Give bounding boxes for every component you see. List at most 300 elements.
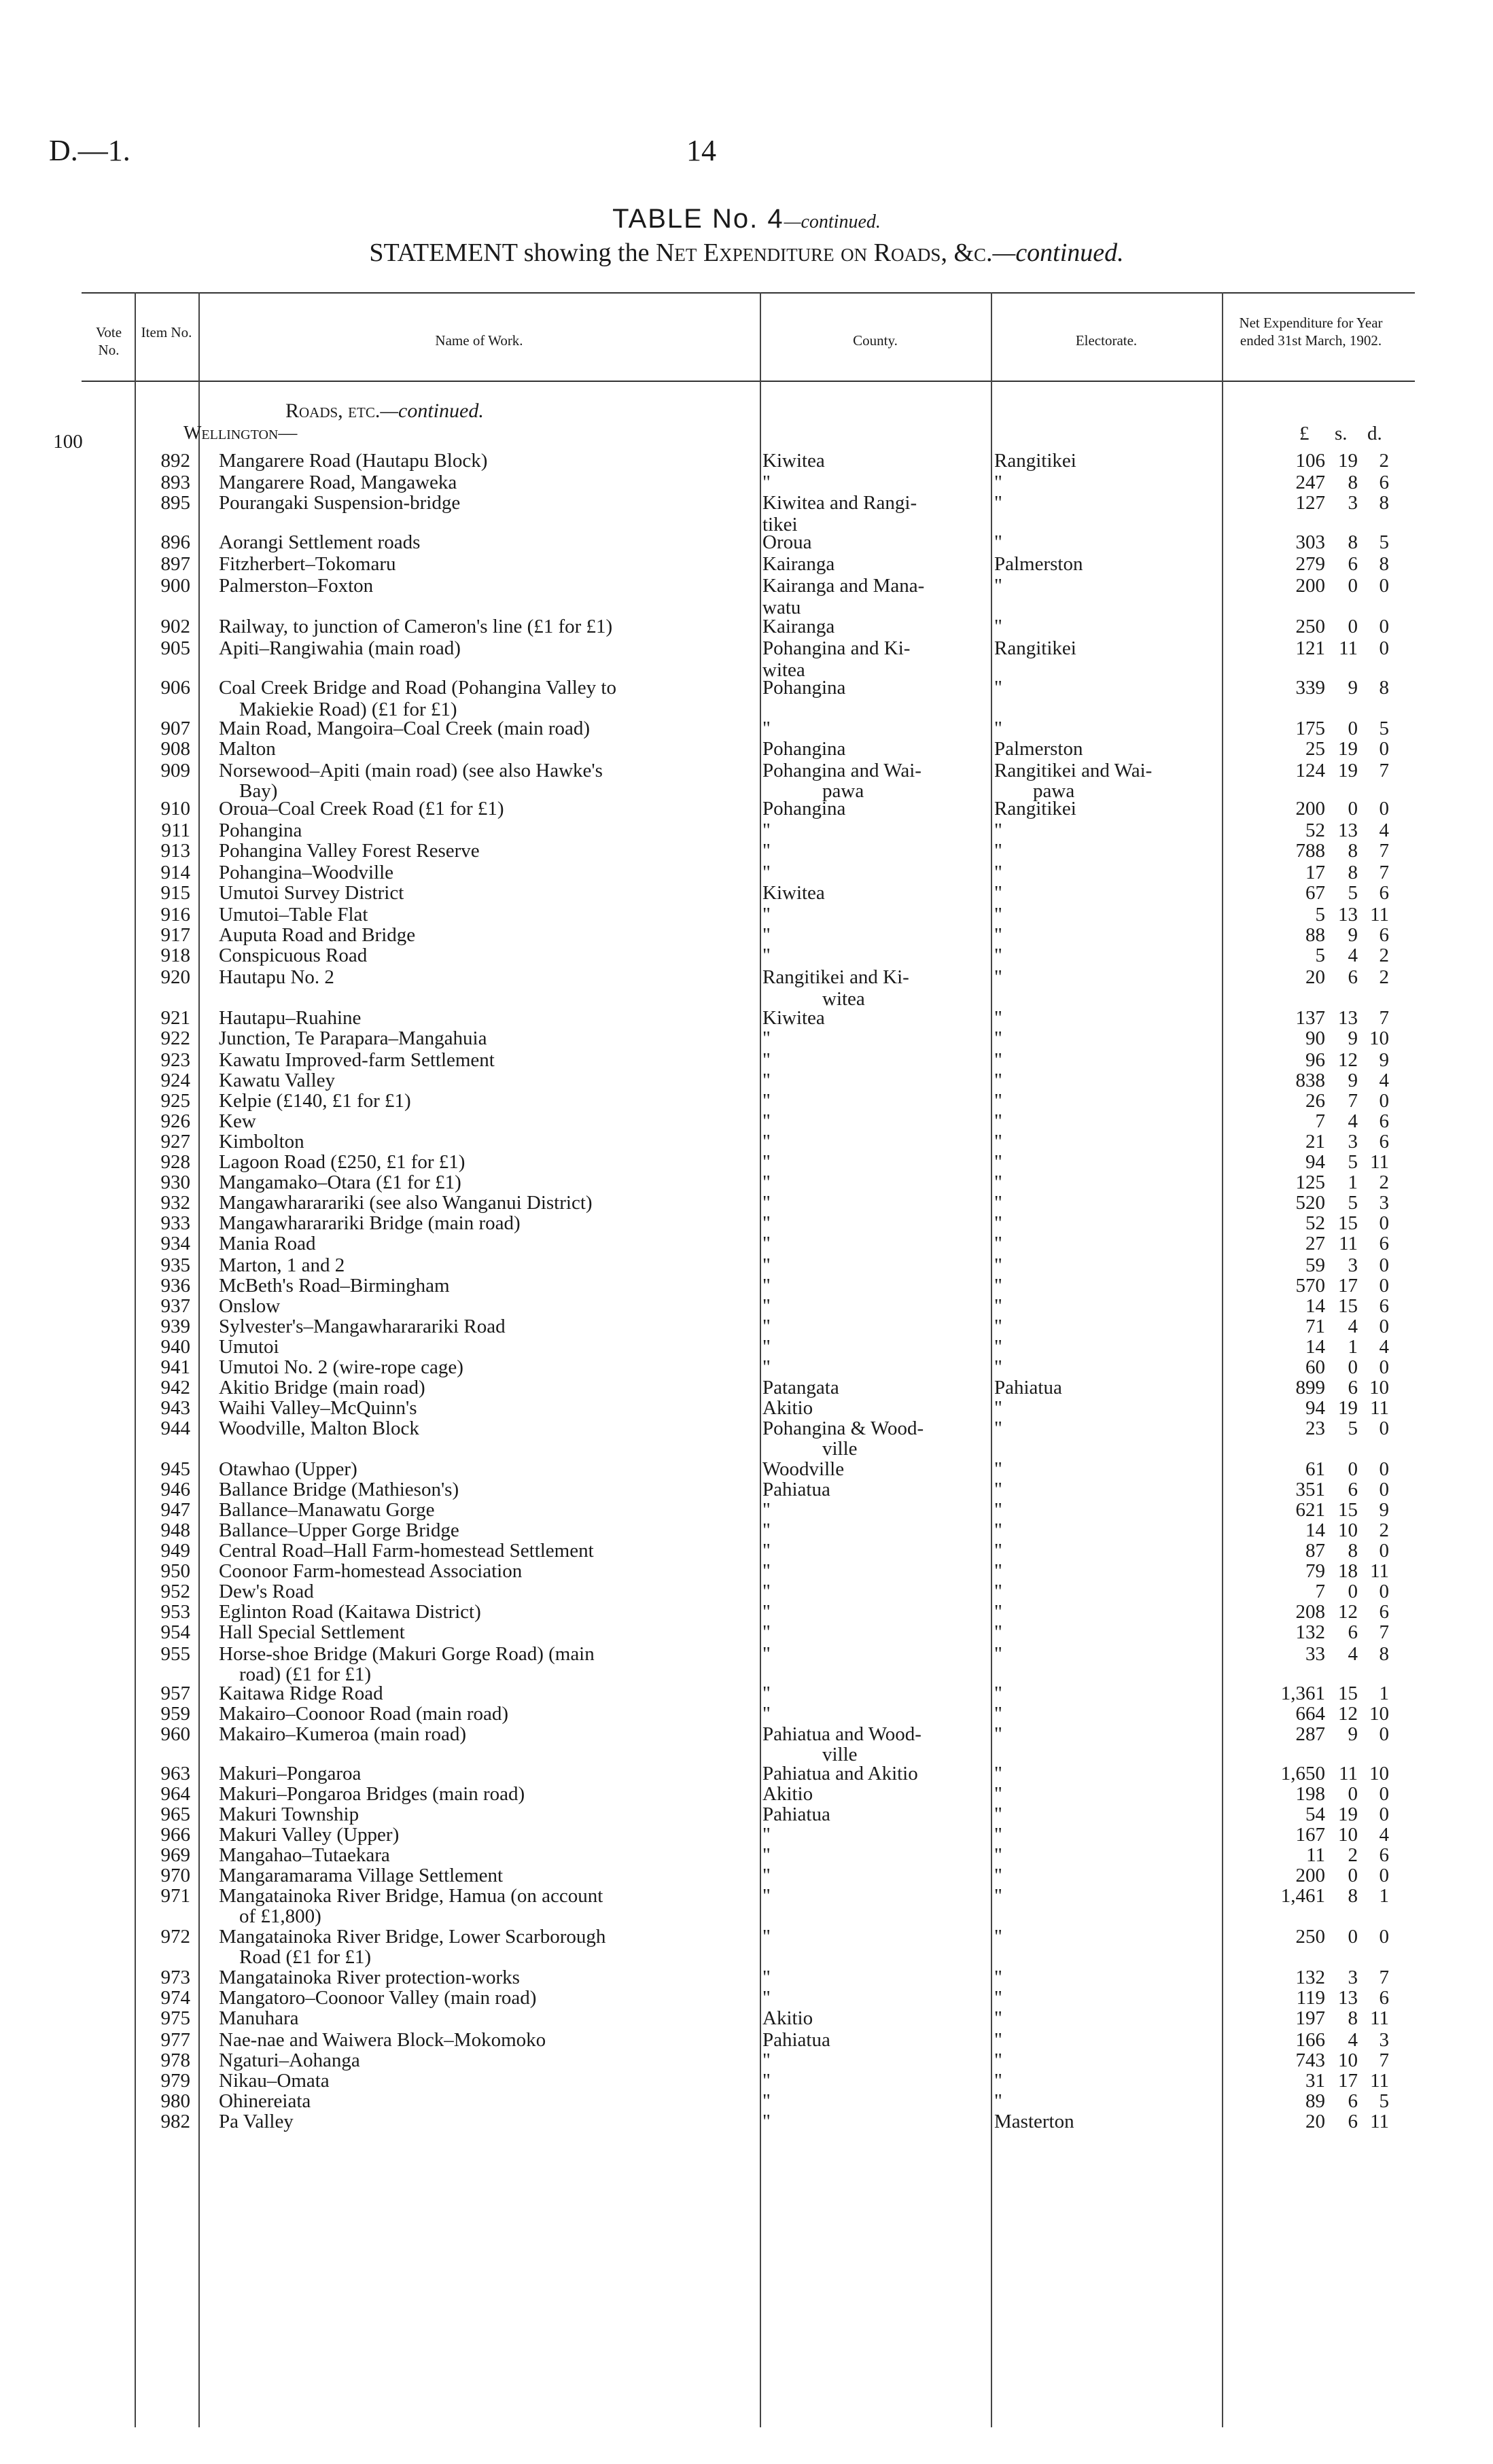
cell-item: 927	[160, 1131, 190, 1152]
cell-pence: 10	[1369, 1763, 1389, 1784]
cell-electorate: "	[994, 1560, 1002, 1582]
pence-head: d.	[1367, 423, 1382, 444]
cell-name: Makairo–Kumeroa (main road)	[219, 1723, 466, 1745]
subsection-wellington: Wellington—	[183, 423, 298, 444]
cell-electorate: Palmerston	[994, 553, 1083, 575]
cell-item: 955	[160, 1643, 190, 1665]
cell-item: 969	[160, 1844, 190, 1866]
cell-name: Hautapu–Ruahine	[219, 1007, 362, 1029]
statement-caps: Net Expenditure on Roads, &c.	[655, 239, 993, 267]
cell-pence: 0	[1379, 575, 1389, 597]
cell-name: Mangahao–Tutaekara	[219, 1844, 390, 1866]
table-row	[0, 1499, 1493, 1521]
cell-shillings: 13	[1338, 820, 1358, 841]
cell-electorate: "	[994, 472, 1002, 493]
cell-electorate: "	[994, 924, 1002, 946]
cell-shillings: 8	[1348, 2007, 1358, 2029]
cell-shillings: 9	[1348, 1070, 1358, 1091]
cell-shillings: 15	[1338, 1212, 1358, 1234]
cell-pounds: 197	[1295, 2007, 1325, 2029]
table-row	[0, 2007, 1493, 2030]
cell-pence: 7	[1379, 760, 1389, 781]
table-row	[0, 1803, 1493, 1826]
cell-county: "	[762, 1090, 771, 1112]
table-row	[0, 1172, 1493, 1194]
cell-electorate: Pahiatua	[994, 1377, 1062, 1398]
table-row	[0, 1723, 1493, 1746]
cell-name: Mangatainoka River Bridge, Lower Scarborough	[219, 1926, 606, 1948]
cell-shillings: 4	[1348, 1110, 1358, 1132]
table-title-suffix: —continued.	[784, 211, 881, 232]
cell-item: 979	[160, 2070, 190, 2092]
cell-pounds: 90	[1305, 1027, 1325, 1049]
cell-shillings: 0	[1348, 1458, 1358, 1480]
cell-name: Fitzherbert–Tokomaru	[219, 553, 396, 575]
cell-shillings: 3	[1348, 492, 1358, 514]
cell-pence: 11	[1370, 1397, 1389, 1419]
cell-name: McBeth's Road–Birmingham	[219, 1275, 450, 1297]
cell-name: Mania Road	[219, 1233, 316, 1254]
cell-electorate: "	[994, 1254, 1002, 1276]
cell-name: Railway, to junction of Cameron's line (£1 for £1)	[219, 616, 613, 637]
cell-pence: 6	[1379, 1110, 1389, 1132]
cell-pence: 0	[1379, 1865, 1389, 1886]
cell-shillings: 9	[1348, 1027, 1358, 1049]
cell-county: "	[762, 1643, 771, 1665]
cell-shillings: 8	[1348, 1885, 1358, 1907]
cell-pounds: 899	[1295, 1377, 1325, 1398]
cell-name: Umutoi–Table Flat	[219, 904, 368, 926]
cell-name: Mangawhararariki Bridge (main road)	[219, 1212, 521, 1234]
table-row	[0, 2111, 1493, 2133]
cell-shillings: 0	[1348, 1783, 1358, 1805]
cell-item: 913	[160, 840, 190, 862]
cell-name: Kew	[219, 1110, 256, 1132]
cell-item: 918	[160, 945, 190, 966]
cell-county: "	[762, 1621, 771, 1643]
cell-name: Palmerston–Foxton	[219, 575, 374, 597]
cell-electorate: "	[994, 1070, 1002, 1091]
cell-shillings: 8	[1348, 840, 1358, 862]
table-title	[0, 204, 1493, 234]
cell-item: 911	[161, 820, 190, 841]
cell-shillings: 9	[1348, 1723, 1358, 1745]
cell-item: 944	[160, 1418, 190, 1439]
cell-name: Kaitawa Ridge Road	[219, 1683, 383, 1704]
cell-item: 966	[160, 1824, 190, 1846]
cell-name: Umutoi Survey District	[219, 882, 404, 904]
cell-item: 939	[160, 1316, 190, 1337]
continuation-text: Makiekie Road) (£1 for £1)	[239, 699, 457, 720]
cell-electorate: "	[994, 718, 1002, 739]
table-row	[0, 677, 1493, 699]
cell-shillings: 1	[1348, 1172, 1358, 1193]
cell-county: "	[762, 1275, 771, 1297]
cell-electorate: "	[994, 2029, 1002, 2051]
cell-electorate: "	[994, 1499, 1002, 1521]
cell-county: "	[762, 1212, 771, 1234]
cell-electorate: "	[994, 966, 1002, 988]
table-row	[0, 882, 1493, 904]
cell-county: Pahiatua	[762, 1803, 830, 1825]
cell-electorate: "	[994, 2090, 1002, 2112]
cell-name: Nae-nae and Waiwera Block–Mokomoko	[219, 2029, 546, 2051]
cell-pounds: 89	[1305, 2090, 1325, 2112]
cell-item: 965	[160, 1803, 190, 1825]
cell-county: "	[762, 1683, 771, 1704]
cell-item: 896	[160, 531, 190, 553]
table-row	[0, 1824, 1493, 1846]
cell-pounds: 198	[1295, 1783, 1325, 1805]
cell-item: 982	[160, 2111, 190, 2132]
cell-shillings: 10	[1338, 1824, 1358, 1846]
cell-electorate: "	[994, 1703, 1002, 1725]
cell-electorate: "	[994, 1336, 1002, 1358]
table-row	[0, 450, 1493, 472]
cell-item: 943	[160, 1397, 190, 1419]
cell-pounds: 7	[1315, 1581, 1325, 1602]
cell-shillings: 11	[1339, 637, 1358, 659]
cell-name: Ngaturi–Aohanga	[219, 2049, 360, 2071]
cell-name: Auputa Road and Bridge	[219, 924, 416, 946]
cell-pounds: 14	[1305, 1519, 1325, 1541]
cell-pounds: 1,361	[1280, 1683, 1325, 1704]
cell-county: Pohangina & Wood-	[762, 1418, 924, 1439]
cell-pounds: 351	[1295, 1479, 1325, 1500]
cell-pounds: 132	[1295, 1967, 1325, 1988]
cell-pounds: 200	[1295, 1865, 1325, 1886]
cell-county: "	[762, 1581, 771, 1602]
cell-county: Akitio	[762, 1397, 813, 1419]
cell-pounds: 20	[1305, 2111, 1325, 2132]
cell-county: "	[762, 1540, 771, 1562]
continuation-text: ville	[822, 1438, 858, 1460]
cell-shillings: 12	[1338, 1601, 1358, 1623]
cell-name: Akitio Bridge (main road)	[219, 1377, 425, 1398]
cell-electorate: "	[994, 1844, 1002, 1866]
cell-electorate: Rangitikei	[994, 450, 1076, 472]
page-number: 14	[686, 134, 716, 167]
cell-county: "	[762, 1049, 771, 1071]
cell-pence: 4	[1379, 820, 1389, 841]
cell-name: Mangatoro–Coonoor Valley (main road)	[219, 1987, 537, 2009]
cell-county: "	[762, 1519, 771, 1541]
continuation-text: pawa	[822, 780, 864, 802]
cell-item: 934	[160, 1233, 190, 1254]
cell-item: 907	[160, 718, 190, 739]
cell-name: Ballance Bridge (Mathieson's)	[219, 1479, 459, 1500]
table-row	[0, 1027, 1493, 1050]
cell-shillings: 11	[1339, 1233, 1358, 1254]
cell-pounds: 838	[1295, 1070, 1325, 1091]
cell-shillings: 12	[1338, 1049, 1358, 1071]
cell-county: "	[762, 1027, 771, 1049]
cell-pence: 10	[1369, 1703, 1389, 1725]
cell-county: "	[762, 718, 771, 739]
cell-name: Mangatainoka River Bridge, Hamua (on account	[219, 1885, 603, 1907]
cell-electorate: "	[994, 1763, 1002, 1784]
cell-pounds: 17	[1305, 862, 1325, 883]
table-row	[0, 966, 1493, 989]
table-row	[0, 924, 1493, 947]
cell-item: 922	[160, 1027, 190, 1049]
cell-county: "	[762, 1295, 771, 1317]
cell-pounds: 287	[1295, 1723, 1325, 1745]
cell-pounds: 67	[1305, 882, 1325, 904]
cell-name: Woodville, Malton Block	[219, 1418, 419, 1439]
cell-pounds: 175	[1295, 718, 1325, 739]
cell-county: Rangitikei and Ki-	[762, 966, 909, 988]
cell-name: Umutoi	[219, 1336, 279, 1358]
cell-shillings: 0	[1348, 1926, 1358, 1948]
cell-pounds: 167	[1295, 1824, 1325, 1846]
continuation-text: tikei	[762, 514, 798, 535]
cell-pence: 0	[1379, 1316, 1389, 1337]
cell-pence: 6	[1379, 472, 1389, 493]
cell-county: "	[762, 1070, 771, 1091]
cell-pence: 7	[1379, 1007, 1389, 1029]
cell-name: Kawatu Improved-farm Settlement	[219, 1049, 495, 1071]
cell-pounds: 250	[1295, 1926, 1325, 1948]
section-title-text: Roads, etc.	[285, 400, 381, 422]
table-row	[0, 1254, 1493, 1277]
cell-name: Main Road, Mangoira–Coal Creek (main road)	[219, 718, 591, 739]
cell-item: 952	[160, 1581, 190, 1602]
cell-shillings: 3	[1348, 1254, 1358, 1276]
table-row	[0, 1007, 1493, 1029]
cell-item: 936	[160, 1275, 190, 1297]
cell-pence: 8	[1379, 553, 1389, 575]
cell-county: Kiwitea	[762, 882, 825, 904]
cell-county: "	[762, 1316, 771, 1337]
continuation-text: road) (£1 for £1)	[239, 1664, 372, 1685]
table-row	[0, 1049, 1493, 1072]
table-row	[0, 1885, 1493, 1907]
cell-county: Pohangina	[762, 738, 846, 760]
cell-pence: 9	[1379, 1499, 1389, 1521]
cell-electorate: "	[994, 1192, 1002, 1214]
cell-shillings: 1	[1348, 1336, 1358, 1358]
cell-pence: 0	[1379, 738, 1389, 760]
cell-county: Pahiatua	[762, 1479, 830, 1500]
cell-shillings: 0	[1348, 718, 1358, 739]
cell-shillings: 19	[1338, 450, 1358, 472]
cell-electorate: "	[994, 1397, 1002, 1419]
cell-name: Lagoon Road (£250, £1 for £1)	[219, 1151, 466, 1173]
cell-pence: 11	[1370, 2111, 1389, 2132]
cell-pounds: 52	[1305, 1212, 1325, 1234]
cell-name: Makuri Township	[219, 1803, 359, 1825]
cell-county: Kiwitea	[762, 450, 825, 472]
cell-pence: 0	[1379, 637, 1389, 659]
cell-pence: 11	[1370, 2070, 1389, 2092]
cell-county: "	[762, 862, 771, 883]
cell-item: 932	[160, 1192, 190, 1214]
cell-name: Sylvester's–Mangawhararariki Road	[219, 1316, 506, 1337]
cell-pounds: 621	[1295, 1499, 1325, 1521]
cell-pounds: 570	[1295, 1275, 1325, 1297]
table-row	[0, 1131, 1493, 1153]
cell-item: 921	[160, 1007, 190, 1029]
cell-name: Coonoor Farm-homestead Association	[219, 1560, 523, 1582]
cell-pence: 0	[1379, 1479, 1389, 1500]
cell-item: 970	[160, 1865, 190, 1886]
cell-item: 910	[160, 798, 190, 820]
table-row	[0, 798, 1493, 820]
cell-name: Kelpie (£140, £1 for £1)	[219, 1090, 411, 1112]
cell-county: "	[762, 1254, 771, 1276]
table-row	[0, 1090, 1493, 1112]
cell-shillings: 5	[1348, 1192, 1358, 1214]
cell-shillings: 19	[1338, 760, 1358, 781]
section-title	[285, 400, 484, 423]
cell-electorate: "	[994, 492, 1002, 514]
table-row	[0, 616, 1493, 638]
cell-pence: 1	[1379, 1683, 1389, 1704]
table-row	[0, 575, 1493, 597]
cell-county: "	[762, 1967, 771, 1988]
cell-county: "	[762, 1865, 771, 1886]
cell-pounds: 20	[1305, 966, 1325, 988]
cell-pounds: 61	[1305, 1458, 1325, 1480]
cell-electorate: "	[994, 1110, 1002, 1132]
cell-pence: 3	[1379, 1192, 1389, 1214]
cell-electorate: Rangitikei and Wai-	[994, 760, 1153, 781]
cell-item: 905	[160, 637, 190, 659]
table-row	[0, 1683, 1493, 1705]
table-row	[0, 1356, 1493, 1379]
cell-electorate: "	[994, 1458, 1002, 1480]
cell-pounds: 21	[1305, 1131, 1325, 1152]
cell-name: Nikau–Omata	[219, 2070, 330, 2092]
cell-shillings: 5	[1348, 1151, 1358, 1173]
cell-name: Pa Valley	[219, 2111, 294, 2132]
cell-pence: 9	[1379, 1049, 1389, 1071]
table-row	[0, 1316, 1493, 1338]
cell-name: Ballance–Manawatu Gorge	[219, 1499, 435, 1521]
cell-pounds: 137	[1295, 1007, 1325, 1029]
cell-electorate: "	[994, 1621, 1002, 1643]
cell-shillings: 19	[1338, 738, 1358, 760]
cell-item: 937	[160, 1295, 190, 1317]
table-row	[0, 862, 1493, 884]
cell-electorate: "	[994, 840, 1002, 862]
cell-item: 959	[160, 1703, 190, 1725]
table-row	[0, 1295, 1493, 1318]
cell-pence: 2	[1379, 945, 1389, 966]
cell-pounds: 33	[1305, 1643, 1325, 1665]
cell-pounds: 26	[1305, 1090, 1325, 1112]
cell-electorate: "	[994, 1212, 1002, 1234]
table-row	[0, 1519, 1493, 1542]
cell-pence: 0	[1379, 1090, 1389, 1112]
cell-electorate: "	[994, 945, 1002, 966]
cell-pence: 6	[1379, 924, 1389, 946]
cell-pounds: 79	[1305, 1560, 1325, 1582]
table-row	[0, 1336, 1493, 1358]
cell-shillings: 19	[1338, 1397, 1358, 1419]
table-row	[0, 1967, 1493, 1989]
table-row	[0, 718, 1493, 740]
cell-county: "	[762, 1703, 771, 1725]
cell-name: Pourangaki Suspension-bridge	[219, 492, 461, 514]
cell-shillings: 8	[1348, 472, 1358, 493]
cell-item: 916	[160, 904, 190, 926]
cell-shillings: 12	[1338, 1703, 1358, 1725]
cell-name: Hautapu No. 2	[219, 966, 334, 988]
table-row	[0, 1560, 1493, 1583]
cell-item: 909	[160, 760, 190, 781]
table-row	[0, 904, 1493, 926]
cell-county: Kiwitea	[762, 1007, 825, 1029]
cell-pence: 8	[1379, 677, 1389, 699]
table-row	[0, 1783, 1493, 1806]
cell-pence: 0	[1379, 1356, 1389, 1378]
cell-electorate: "	[994, 1007, 1002, 1029]
cell-county: Pahiatua and Wood-	[762, 1723, 921, 1745]
cell-pence: 0	[1379, 1783, 1389, 1805]
cell-pounds: 200	[1295, 798, 1325, 820]
cell-electorate: "	[994, 1356, 1002, 1378]
cell-pounds: 247	[1295, 472, 1325, 493]
cell-name: Mangamako–Otara (£1 for £1)	[219, 1172, 461, 1193]
cell-item: 915	[160, 882, 190, 904]
cell-item: 947	[160, 1499, 190, 1521]
cell-name: Kawatu Valley	[219, 1070, 335, 1091]
cell-item: 895	[160, 492, 190, 514]
cell-item: 978	[160, 2049, 190, 2071]
cell-pence: 6	[1379, 1295, 1389, 1317]
cell-electorate: "	[994, 1987, 1002, 2009]
cell-pence: 5	[1379, 531, 1389, 553]
cell-name: Ballance–Upper Gorge Bridge	[219, 1519, 459, 1541]
pounds-head: £	[1299, 423, 1310, 444]
cell-shillings: 6	[1348, 1479, 1358, 1500]
cell-pounds: 25	[1305, 738, 1325, 760]
cell-item: 923	[160, 1049, 190, 1071]
cell-shillings: 10	[1338, 1519, 1358, 1541]
cell-county: Akitio	[762, 2007, 813, 2029]
cell-pounds: 52	[1305, 820, 1325, 841]
cell-shillings: 3	[1348, 1131, 1358, 1152]
cell-item: 942	[160, 1377, 190, 1398]
continuation-text: of £1,800)	[239, 1905, 321, 1927]
cell-county: Oroua	[762, 531, 812, 553]
cell-name: Umutoi No. 2 (wire-rope cage)	[219, 1356, 463, 1378]
cell-shillings: 13	[1338, 1007, 1358, 1029]
cell-pence: 2	[1379, 1519, 1389, 1541]
cell-county: "	[762, 1172, 771, 1193]
cell-shillings: 18	[1338, 1560, 1358, 1582]
cell-shillings: 6	[1348, 2090, 1358, 2112]
cell-pence: 0	[1379, 1212, 1389, 1234]
cell-name: Conspicuous Road	[219, 945, 368, 966]
cell-pence: 0	[1379, 616, 1389, 637]
table-row	[0, 1926, 1493, 1948]
cell-name: Kimbolton	[219, 1131, 304, 1152]
cell-electorate: "	[994, 1027, 1002, 1049]
cell-shillings: 15	[1338, 1295, 1358, 1317]
cell-shillings: 2	[1348, 1844, 1358, 1866]
cell-pounds: 208	[1295, 1601, 1325, 1623]
cell-name: Aorangi Settlement roads	[219, 531, 421, 553]
cell-pence: 4	[1379, 1336, 1389, 1358]
cell-shillings: 15	[1338, 1683, 1358, 1704]
cell-item: 893	[160, 472, 190, 493]
cell-county: Kiwitea and Rangi-	[762, 492, 917, 514]
cell-county: "	[762, 1601, 771, 1623]
cell-item: 914	[160, 862, 190, 883]
